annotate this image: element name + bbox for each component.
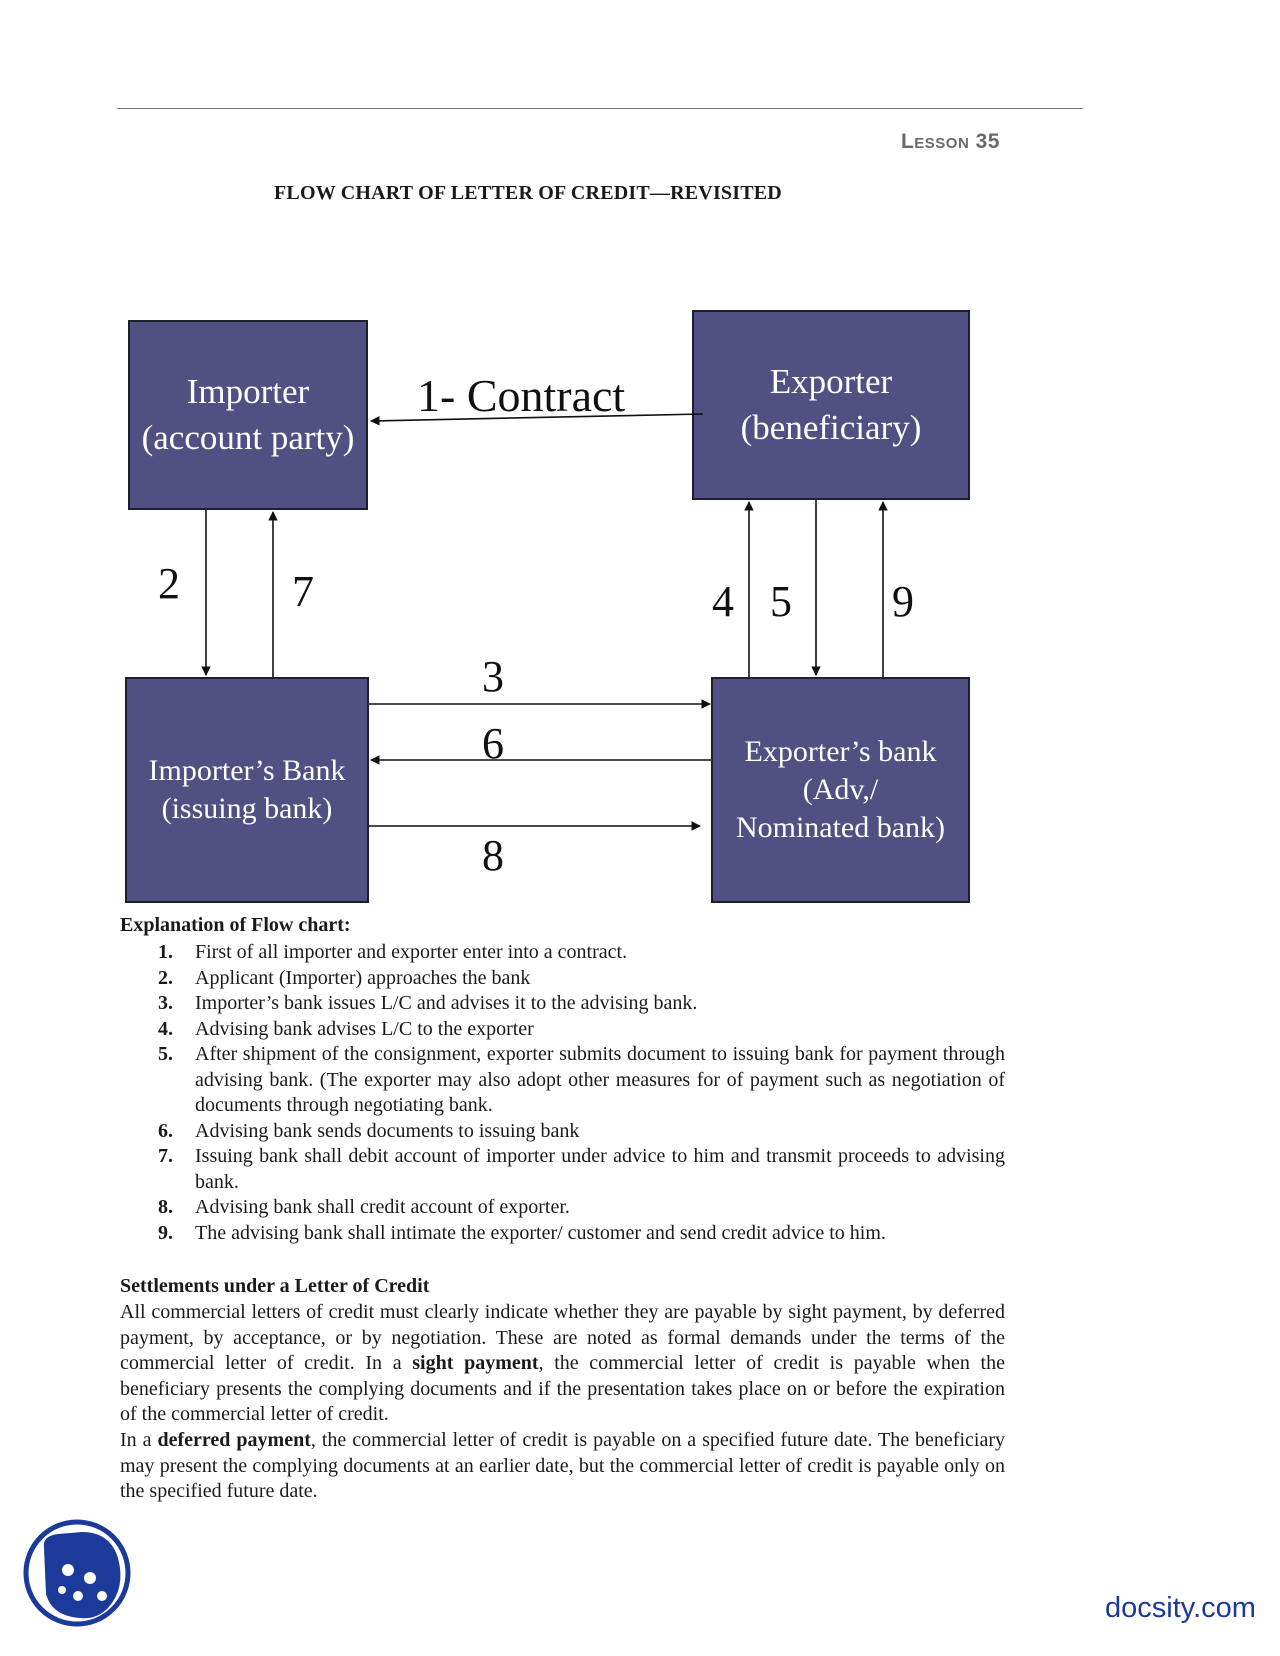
bold-term-deferred-payment: deferred payment: [157, 1429, 311, 1451]
paragraph-text: In a: [120, 1429, 158, 1451]
importer-sublabel: (account party): [141, 418, 355, 457]
step-text: Advising bank shall credit account of exporter.: [195, 1196, 570, 1218]
paragraph-text: , the commercial letter of credit is payable when the beneficiary presents the complying documents and if the presentation takes place on or before the expiration of the commercial letter of credit.: [120, 1352, 1005, 1425]
step-number: 1.: [158, 941, 173, 963]
step-text: After shipment of the consignment, exporter submits document to issuing bank for payment through advising bank. (The exporter may also adopt other measures for of payment such as negotiation of documents through negotiating bank.: [195, 1043, 1005, 1116]
docsity-logo-icon[interactable]: [22, 1518, 132, 1628]
step-number-4: 4: [712, 577, 734, 626]
settlements-paragraph-1: [120, 1300, 1005, 1428]
contract-label: 1- Contract: [417, 370, 626, 421]
exporter-bank-label: Exporter’s bank: [744, 735, 937, 768]
step-number-8: 8: [482, 831, 504, 880]
list-item: [150, 940, 1005, 966]
paragraph-text: All commercial letters of credit must clearly indicate whether they are payable by sight payment, by deferred payment, by acceptance, or by negotiation. These are noted as formal demands under the terms of the commercial letter of credit. In a: [120, 1301, 1005, 1374]
list-item: [150, 1144, 1005, 1195]
exporter-bank-sublabel-1: (Adv,/: [802, 773, 879, 806]
step-number-5: 5: [770, 577, 792, 626]
step-text: The advising bank shall intimate the exporter/ customer and send credit advice to him.: [195, 1221, 886, 1244]
step-text: Advising bank sends documents to issuing bank: [195, 1119, 580, 1142]
importer-label: Importer: [186, 372, 310, 411]
explanation-heading: Explanation of Flow chart:: [120, 914, 351, 936]
bold-term-sight-payment: sight payment: [412, 1352, 539, 1374]
list-item: [150, 1119, 1005, 1145]
step-number: 7.: [158, 1145, 173, 1167]
step-text: Applicant (Importer) approaches the bank: [195, 966, 531, 989]
step-number: 4.: [158, 1017, 173, 1040]
paragraph-text: , the commercial letter of credit is payable on a specified future date. The beneficiary may present the complying documents at an earlier date, but the commercial letter of credit is payable only on the specified future date.: [120, 1429, 1005, 1502]
step-number-2: 2: [158, 559, 180, 608]
step-number: 5.: [158, 1043, 173, 1065]
page-title: FLOW CHART OF LETTER OF CREDIT—REVISITED: [274, 182, 782, 204]
list-item: [150, 1195, 1005, 1221]
importer-bank-label: Importer’s Bank: [148, 754, 346, 787]
step-number: 3.: [158, 992, 173, 1014]
step-text: Issuing bank shall debit account of importer under advice to him and transmit proceeds to advising bank.: [195, 1145, 1005, 1193]
step-number: 8.: [158, 1196, 173, 1218]
list-item: [150, 1042, 1005, 1119]
settlements-heading: Settlements under a Letter of Credit: [120, 1275, 430, 1297]
list-item: [150, 966, 1005, 992]
step-number-7: 7: [292, 567, 314, 616]
importer-bank-sublabel: (issuing bank): [161, 792, 333, 825]
exporter-label: Exporter: [769, 362, 893, 401]
settlements-paragraph-2: [120, 1428, 1005, 1505]
step-text: Importer’s bank issues L/C and advises it to the advising bank.: [195, 992, 698, 1014]
exporter-sublabel: (beneficiary): [740, 408, 922, 447]
step-number: 9.: [158, 1221, 173, 1244]
docsity-brand-link[interactable]: docsity.com: [1105, 1592, 1256, 1624]
step-text: Advising bank advises L/C to the exporter: [195, 1017, 534, 1040]
exporter-bank-sublabel-2: Nominated bank): [735, 811, 946, 844]
explanation-list: [150, 940, 1005, 1246]
step-text: First of all importer and exporter enter into a contract.: [195, 941, 628, 963]
list-item: [150, 1017, 1005, 1043]
step-number-9: 9: [892, 577, 914, 626]
lesson-label: Lesson 35: [900, 130, 1000, 153]
step-number: 2.: [158, 966, 173, 989]
step-number-6: 6: [482, 719, 504, 768]
step-number-3: 3: [482, 652, 504, 701]
step-number: 6.: [158, 1119, 173, 1142]
list-item: [150, 991, 1005, 1017]
list-item: [150, 1221, 1005, 1247]
